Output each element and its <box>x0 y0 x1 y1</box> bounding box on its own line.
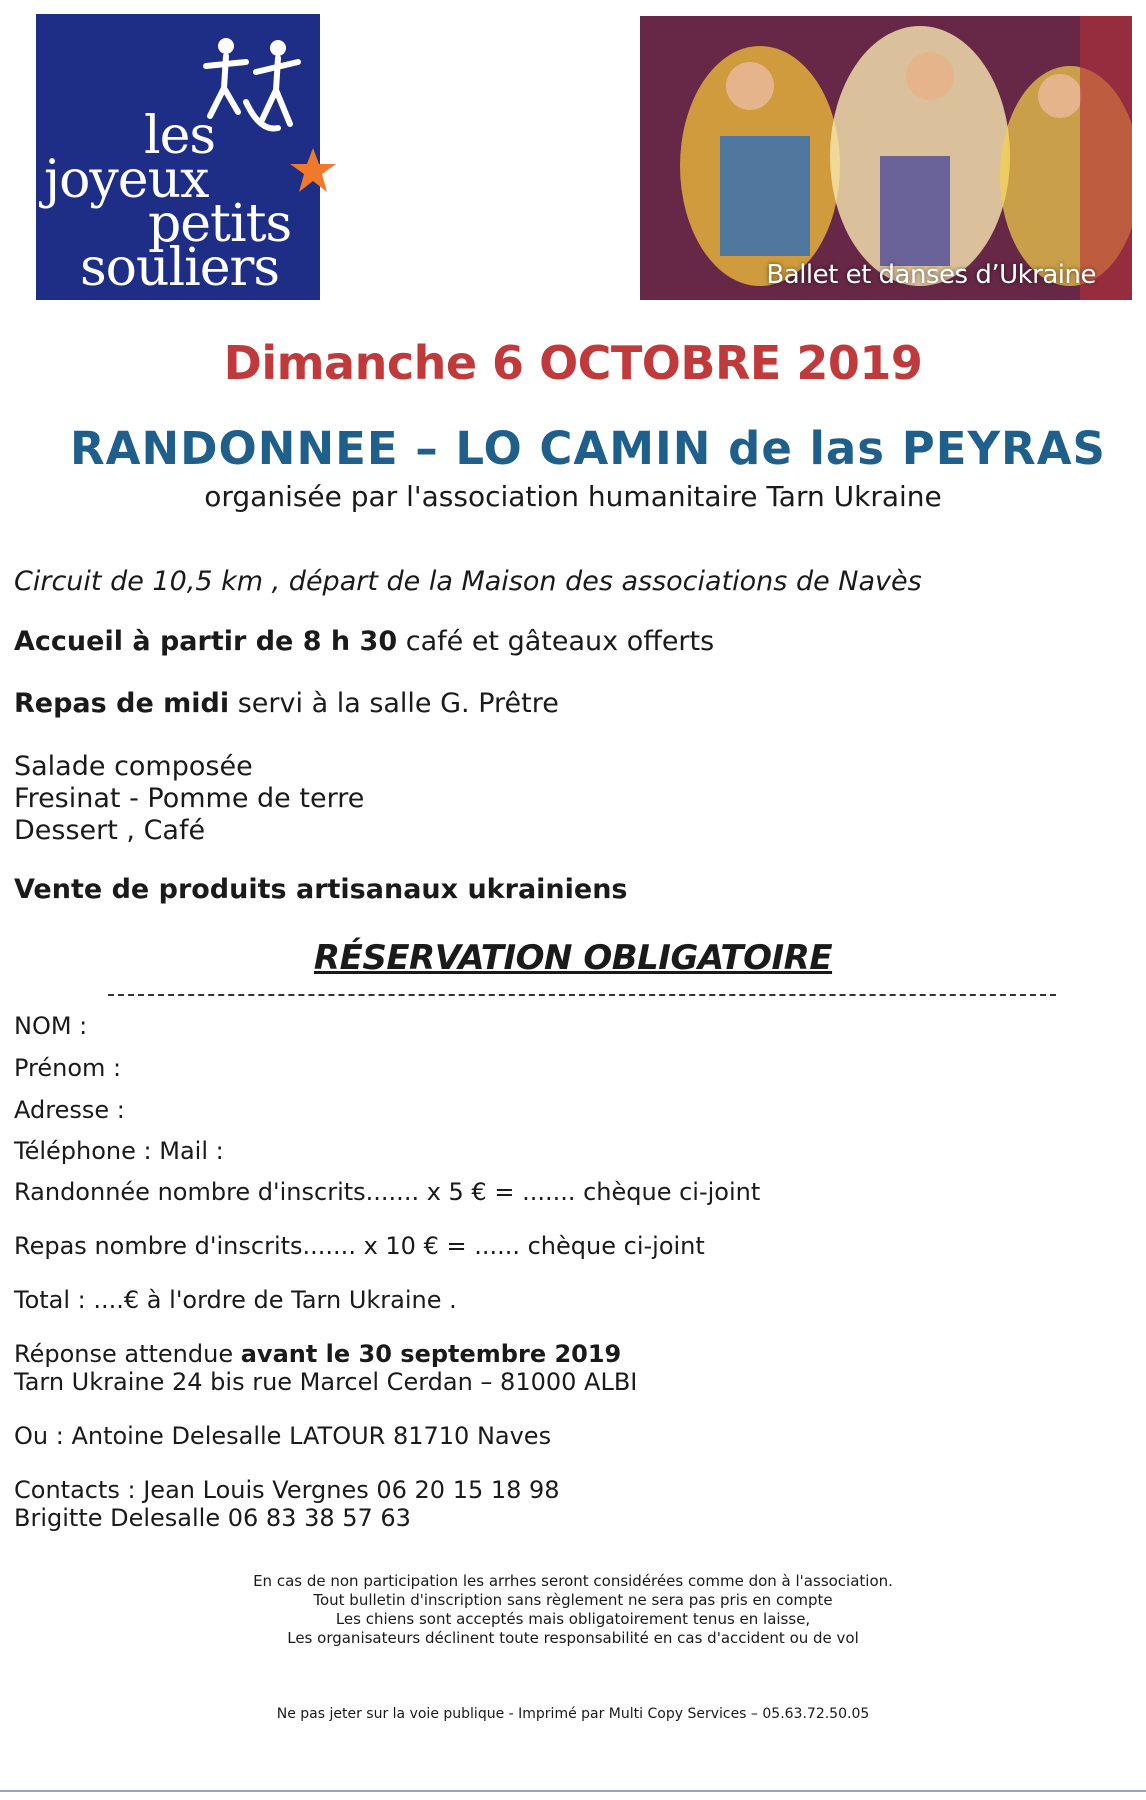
menu-item: Dessert , Café <box>14 815 206 846</box>
accueil-info <box>14 626 714 658</box>
logo-word-petits: petits <box>148 194 292 254</box>
repas-bold: Repas de midi <box>14 688 230 719</box>
event-organiser: organisée par l'association humanitaire Tarn Ukraine <box>204 480 942 513</box>
asso-address: Tarn Ukraine 24 bis rue Marcel Cerdan – 81000 ALBI <box>14 1368 638 1396</box>
accueil-rest: café et gâteaux offerts <box>397 626 715 657</box>
conditions-notes <box>0 1572 1146 1648</box>
ballet-photo <box>640 16 1132 300</box>
reponse-deadline <box>14 1340 621 1368</box>
logo-word-souliers: souliers <box>80 238 280 298</box>
contacts-line-1: Contacts : Jean Louis Vergnes 06 20 15 18 98 <box>14 1476 560 1504</box>
reponse-pre: Réponse attendue <box>14 1340 241 1368</box>
bottom-divider <box>0 1790 1146 1792</box>
event-date: Dimanche 6 OCTOBRE 2019 <box>223 336 923 390</box>
event-title: RANDONNEE – LO CAMIN de las PEYRAS <box>70 422 1106 475</box>
form-randonnee: Randonnée nombre d'inscrits....... x 5 € = ....... chèque ci-joint <box>14 1178 761 1206</box>
print-footer: Ne pas jeter sur la voie publique - Imprimé par Multi Copy Services – 05.63.72.50.05 <box>276 1706 870 1722</box>
vente-bold: Vente de produits artisanaux ukrainiens <box>14 874 628 905</box>
circuit-info: Circuit de 10,5 km , départ de la Maison des associations de Navès <box>14 566 922 597</box>
form-telephone-mail: Téléphone : Mail : <box>14 1137 224 1165</box>
form-adresse: Adresse : <box>14 1096 125 1124</box>
menu-item: Salade composée <box>14 751 253 782</box>
reponse-bold: avant le 30 septembre 2019 <box>240 1340 622 1368</box>
form-prenom: Prénom : <box>14 1054 122 1082</box>
repas-info <box>14 688 559 720</box>
dancers-illustration <box>640 16 1132 300</box>
logo-word-joyeux: joyeux <box>44 150 209 210</box>
logo-word-les: les <box>144 106 216 166</box>
star-icon <box>288 146 338 196</box>
note-line: Les chiens sont acceptés mais obligatoirement tenus en laisse, <box>335 1610 811 1628</box>
contacts-line-2: Brigitte Delesalle 06 83 38 57 63 <box>14 1504 411 1532</box>
accueil-bold: Accueil à partir de 8 h 30 <box>14 626 398 657</box>
note-line: En cas de non participation les arrhes seront considérées comme don à l'association. <box>253 1572 893 1590</box>
photo-caption: Ballet et danses d’Ukraine <box>766 260 1096 290</box>
vente-info <box>14 874 628 906</box>
form-total: Total : ....€ à l'ordre de Tarn Ukraine . <box>14 1286 457 1314</box>
form-repas: Repas nombre d'inscrits....... x 10 € = ...... chèque ci-joint <box>14 1232 705 1260</box>
reservation-heading: RÉSERVATION OBLIGATOIRE <box>313 938 833 978</box>
repas-rest: servi à la salle G. Prêtre <box>229 688 559 719</box>
alt-address: Ou : Antoine Delesalle LATOUR 81710 Naves <box>14 1422 552 1450</box>
association-logo <box>36 14 320 300</box>
note-line: Les organisateurs déclinent toute responsabilité en cas d'accident ou de vol <box>287 1629 859 1647</box>
menu-item: Fresinat - Pomme de terre <box>14 783 365 814</box>
note-line: Tout bulletin d'inscription sans règlement ne sera pas pris en compte <box>313 1591 833 1609</box>
form-nom: NOM : <box>14 1012 88 1040</box>
cut-line-divider <box>108 994 1056 996</box>
